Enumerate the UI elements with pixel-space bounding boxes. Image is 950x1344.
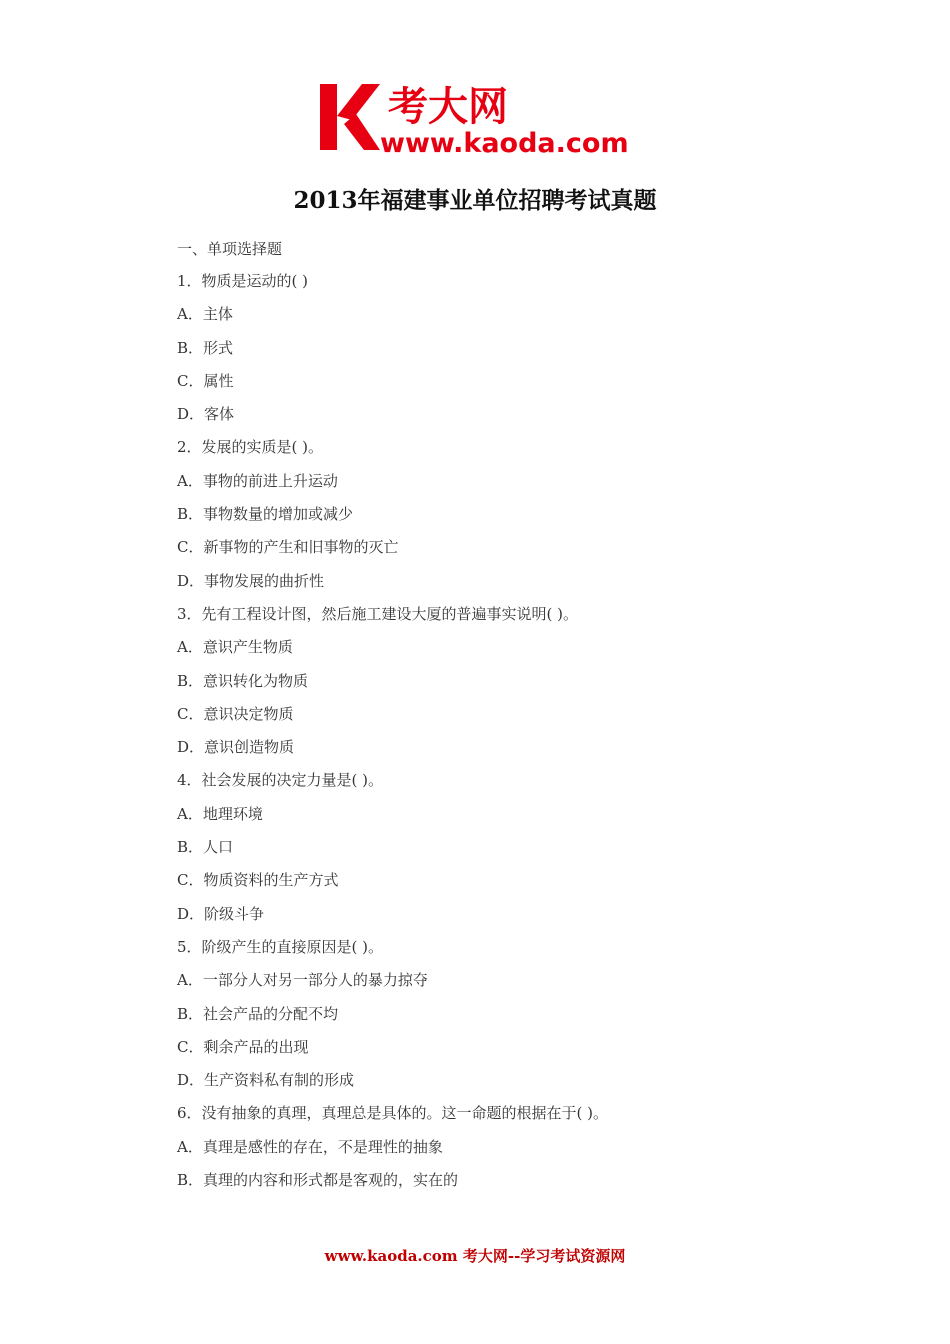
answer-option: B．形式 [177,338,234,357]
answer-option: A．地理环境 [177,804,263,823]
answer-option: B．意识转化为物质 [177,671,309,690]
answer-option: C．意识决定物质 [177,704,294,723]
section-heading: 一、单项选择题 [177,240,283,258]
answer-option: B．社会产品的分配不均 [177,1004,339,1023]
answer-option: D．阶级斗争 [177,904,265,923]
answer-option: C．属性 [177,371,234,390]
answer-option: B．人口 [177,838,234,857]
question-stem: 2．发展的实质是( )。 [177,438,324,457]
answer-option: D．客体 [177,405,235,424]
logo-brand-text: 考大网 [388,84,508,130]
answer-option: A．真理是感性的存在，不是理性的抽象 [177,1137,443,1156]
answer-option: A．事物的前进上升运动 [177,471,338,490]
answer-option: B．真理的内容和形式都是客观的，实在的 [177,1171,459,1190]
answer-option: A．主体 [177,305,233,324]
answer-option: C．物质资料的生产方式 [177,871,339,890]
k-letter-icon [320,84,380,150]
page-title: 2013年福建事业单位招聘考试真题 [293,187,657,214]
question-stem: 5．阶级产生的直接原因是( )。 [177,937,384,956]
answer-option: D．生产资料私有制的形成 [177,1071,355,1090]
logo-url-text: www.kaoda.com [380,128,629,159]
question-stem: 1．物质是运动的( ) [177,272,309,290]
question-stem: 4．社会发展的决定力量是( )。 [177,771,384,790]
answer-option: A．意识产生物质 [177,638,293,657]
answer-option: D．意识创造物质 [177,738,295,757]
question-list [177,271,608,1203]
question-stem: 6．没有抽象的真理，真理总是具体的。这一命题的根据在于( )。 [177,1104,609,1123]
question-stem: 3．先有工程设计图，然后施工建设大厦的普遍事实说明( )。 [177,604,579,623]
footer-text: www.kaoda.com 考大网--学习考试资源网 [324,1247,626,1265]
answer-option: A．一部分人对另一部分人的暴力掠夺 [177,971,428,990]
answer-option: C．新事物的产生和旧事物的灭亡 [177,538,399,557]
answer-option: D．事物发展的曲折性 [177,571,325,590]
answer-option: C．剩余产品的出现 [177,1037,309,1056]
kaoda-logo [318,80,638,160]
answer-option: B．事物数量的增加或减少 [177,505,354,524]
